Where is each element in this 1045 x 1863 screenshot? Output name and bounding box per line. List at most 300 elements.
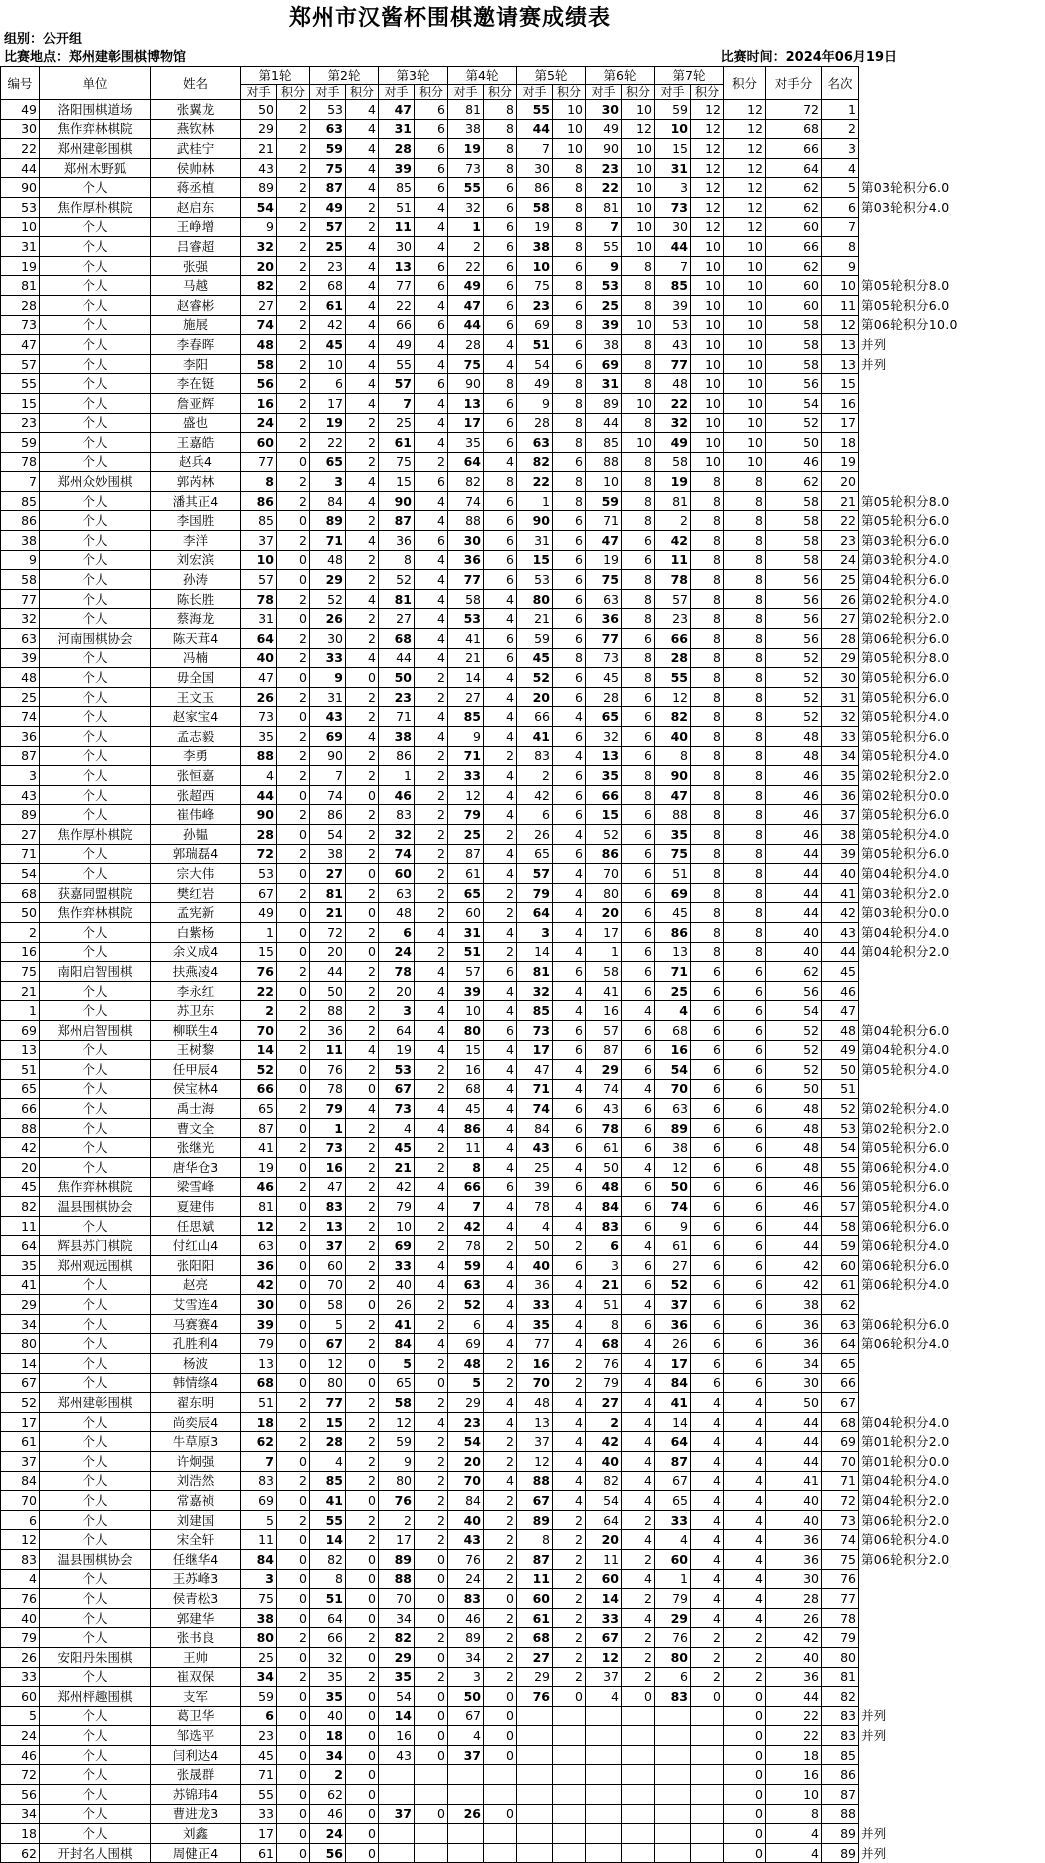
player-name: 周健正4 bbox=[151, 1843, 241, 1863]
round-7-opponent: 71 bbox=[655, 962, 691, 982]
round-7-points: 8 bbox=[691, 511, 724, 531]
round-7-points: 6 bbox=[691, 1099, 724, 1119]
round-7-opponent: 82 bbox=[655, 707, 691, 727]
round-5-points: 2 bbox=[553, 1549, 586, 1569]
round-6-opponent: 69 bbox=[586, 354, 622, 374]
round-4-points: 4 bbox=[484, 766, 517, 786]
round-4-points: 4 bbox=[484, 1001, 517, 1021]
round-2-opponent: 68 bbox=[310, 276, 346, 296]
total-score: 8 bbox=[724, 844, 766, 864]
round-7-opponent: 75 bbox=[655, 844, 691, 864]
rank: 7 bbox=[822, 217, 859, 237]
round-4-points: 2 bbox=[484, 1667, 517, 1687]
opponent-score: 44 bbox=[766, 903, 822, 923]
round-4-opponent: 5 bbox=[448, 1373, 484, 1393]
round-3-opponent: 31 bbox=[379, 119, 415, 139]
round-7-points bbox=[691, 1765, 724, 1785]
opponent-score: 54 bbox=[766, 393, 822, 413]
round-7-opponent: 45 bbox=[655, 903, 691, 923]
round-4-points: 4 bbox=[484, 609, 517, 629]
opponent-score: 56 bbox=[766, 609, 822, 629]
rank: 52 bbox=[822, 1099, 859, 1119]
round-4-points: 6 bbox=[484, 393, 517, 413]
round-2-points: 2 bbox=[346, 844, 379, 864]
round-3-points: 0 bbox=[415, 1804, 448, 1824]
round-7-points: 4 bbox=[691, 1491, 724, 1511]
round-6-opponent: 10 bbox=[586, 472, 622, 492]
round-6-opponent: 80 bbox=[586, 883, 622, 903]
round-4-opponent: 44 bbox=[448, 315, 484, 335]
round-2-opponent: 21 bbox=[310, 903, 346, 923]
round-7-opponent bbox=[655, 1765, 691, 1785]
opponent-score: 68 bbox=[766, 119, 822, 139]
round-1-opponent: 21 bbox=[241, 139, 277, 159]
round-2-opponent: 15 bbox=[310, 1412, 346, 1432]
player-no: 81 bbox=[1, 276, 40, 296]
round-5-opponent: 47 bbox=[517, 1060, 553, 1080]
round-3-opponent: 90 bbox=[379, 491, 415, 511]
round-6-opponent: 41 bbox=[586, 981, 622, 1001]
round-5-points: 4 bbox=[553, 1491, 586, 1511]
player-no: 53 bbox=[1, 197, 40, 217]
player-unit: 个人 bbox=[40, 589, 151, 609]
round-6-opponent: 54 bbox=[586, 1491, 622, 1511]
round-2-points: 2 bbox=[346, 1471, 379, 1491]
opponent-score: 44 bbox=[766, 1451, 822, 1471]
round-3-points: 2 bbox=[415, 1510, 448, 1530]
round-4-points: 2 bbox=[484, 903, 517, 923]
round-1-opponent: 46 bbox=[241, 1177, 277, 1197]
round-7-points: 8 bbox=[691, 550, 724, 570]
round-1-points: 2 bbox=[277, 178, 310, 198]
table-row bbox=[1, 1706, 984, 1726]
tiebreak-note bbox=[859, 256, 984, 276]
player-no: 6 bbox=[1, 1510, 40, 1530]
rank: 66 bbox=[822, 1373, 859, 1393]
round-2-points: 2 bbox=[346, 707, 379, 727]
round-2-points: 0 bbox=[346, 1354, 379, 1374]
round-1-opponent: 7 bbox=[241, 1451, 277, 1471]
round-5-opponent: 70 bbox=[517, 1373, 553, 1393]
round-1-opponent: 63 bbox=[241, 1236, 277, 1256]
round-7-points: 10 bbox=[691, 276, 724, 296]
tiebreak-note bbox=[859, 1373, 984, 1393]
round-7-points: 6 bbox=[691, 1354, 724, 1374]
round-4-points: 4 bbox=[484, 1314, 517, 1334]
round-4-opponent: 86 bbox=[448, 1118, 484, 1138]
round-1-opponent: 31 bbox=[241, 609, 277, 629]
header-opp-r2: 对手 bbox=[310, 85, 346, 100]
round-7-points: 4 bbox=[691, 1432, 724, 1452]
round-1-points: 2 bbox=[277, 648, 310, 668]
player-name: 马越 bbox=[151, 276, 241, 296]
round-5-opponent: 81 bbox=[517, 962, 553, 982]
round-7-points: 12 bbox=[691, 197, 724, 217]
player-name: 梁雪峰 bbox=[151, 1177, 241, 1197]
tiebreak-note: 第01轮积分0.0 bbox=[861, 1453, 950, 1469]
round-7-points: 6 bbox=[691, 1079, 724, 1099]
round-4-points: 4 bbox=[484, 1138, 517, 1158]
round-1-opponent: 67 bbox=[241, 883, 277, 903]
table-row bbox=[1, 1765, 984, 1785]
player-unit: 个人 bbox=[40, 687, 151, 707]
round-1-opponent: 89 bbox=[241, 178, 277, 198]
player-no: 31 bbox=[1, 237, 40, 257]
player-unit: 个人 bbox=[40, 1824, 151, 1844]
round-1-points: 2 bbox=[277, 727, 310, 747]
tiebreak-note: 第02轮积分2.0 bbox=[861, 1120, 950, 1136]
player-no: 3 bbox=[1, 766, 40, 786]
player-no: 4 bbox=[1, 1569, 40, 1589]
player-unit: 个人 bbox=[40, 1314, 151, 1334]
round-7-points: 8 bbox=[691, 824, 724, 844]
round-3-opponent: 88 bbox=[379, 1569, 415, 1589]
tiebreak-note bbox=[859, 1804, 984, 1824]
round-7-opponent bbox=[655, 1785, 691, 1805]
rank: 23 bbox=[822, 531, 859, 551]
tiebreak-note bbox=[859, 217, 984, 237]
round-6-points: 10 bbox=[622, 217, 655, 237]
round-6-opponent bbox=[586, 1804, 622, 1824]
rank: 89 bbox=[822, 1843, 859, 1863]
round-1-opponent: 11 bbox=[241, 1530, 277, 1550]
round-6-opponent: 36 bbox=[586, 609, 622, 629]
round-2-points: 2 bbox=[346, 1001, 379, 1021]
round-6-opponent: 83 bbox=[586, 1216, 622, 1236]
round-6-opponent: 78 bbox=[586, 1118, 622, 1138]
round-5-opponent: 51 bbox=[517, 335, 553, 355]
round-5-points: 6 bbox=[553, 1138, 586, 1158]
round-1-points: 0 bbox=[277, 1785, 310, 1805]
rank: 37 bbox=[822, 805, 859, 825]
round-2-opponent: 69 bbox=[310, 727, 346, 747]
round-3-points: 2 bbox=[415, 452, 448, 472]
round-6-opponent: 4 bbox=[586, 1687, 622, 1707]
player-unit: 个人 bbox=[40, 1040, 151, 1060]
round-6-opponent: 52 bbox=[586, 824, 622, 844]
round-2-opponent: 88 bbox=[310, 1001, 346, 1021]
round-3-points: 4 bbox=[415, 550, 448, 570]
round-7-points: 10 bbox=[691, 256, 724, 276]
round-5-points: 6 bbox=[553, 1020, 586, 1040]
round-2-points: 2 bbox=[346, 511, 379, 531]
table-row bbox=[1, 1275, 984, 1295]
rank: 42 bbox=[822, 903, 859, 923]
rank: 83 bbox=[822, 1706, 859, 1726]
opponent-score: 56 bbox=[766, 981, 822, 1001]
player-unit: 个人 bbox=[40, 315, 151, 335]
round-5-opponent: 40 bbox=[517, 1256, 553, 1276]
round-6-opponent: 38 bbox=[586, 335, 622, 355]
rank: 15 bbox=[822, 374, 859, 394]
round-5-opponent: 28 bbox=[517, 413, 553, 433]
round-1-points: 0 bbox=[277, 1608, 310, 1628]
total-score: 6 bbox=[724, 981, 766, 1001]
round-2-points: 4 bbox=[346, 178, 379, 198]
round-7-opponent: 84 bbox=[655, 1373, 691, 1393]
round-1-opponent: 80 bbox=[241, 1628, 277, 1648]
round-5-points: 6 bbox=[553, 256, 586, 276]
round-1-points: 2 bbox=[277, 217, 310, 237]
round-2-opponent: 86 bbox=[310, 805, 346, 825]
round-1-points: 0 bbox=[277, 1804, 310, 1824]
round-6-points: 4 bbox=[622, 1530, 655, 1550]
round-3-points: 6 bbox=[415, 472, 448, 492]
round-7-opponent: 23 bbox=[655, 609, 691, 629]
table-row bbox=[1, 433, 984, 453]
total-score: 0 bbox=[724, 1824, 766, 1844]
round-1-points: 2 bbox=[277, 1412, 310, 1432]
round-6-points: 6 bbox=[622, 1314, 655, 1334]
rank: 13 bbox=[822, 354, 859, 374]
round-4-points: 2 bbox=[484, 1451, 517, 1471]
round-6-opponent: 45 bbox=[586, 668, 622, 688]
round-2-points: 2 bbox=[346, 452, 379, 472]
round-4-points: 4 bbox=[484, 1216, 517, 1236]
rank: 4 bbox=[822, 158, 859, 178]
round-3-opponent: 79 bbox=[379, 1197, 415, 1217]
player-no: 39 bbox=[1, 648, 40, 668]
player-unit: 个人 bbox=[40, 844, 151, 864]
table-row bbox=[1, 1001, 984, 1021]
round-5-points: 8 bbox=[553, 315, 586, 335]
round-2-points: 4 bbox=[346, 315, 379, 335]
player-unit: 个人 bbox=[40, 648, 151, 668]
player-no: 16 bbox=[1, 942, 40, 962]
round-7-points bbox=[691, 1804, 724, 1824]
round-1-points: 0 bbox=[277, 1373, 310, 1393]
round-1-opponent: 8 bbox=[241, 472, 277, 492]
round-2-opponent: 58 bbox=[310, 1295, 346, 1315]
round-4-points bbox=[484, 1843, 517, 1863]
round-6-points: 6 bbox=[622, 824, 655, 844]
round-3-points: 6 bbox=[415, 139, 448, 159]
player-unit: 个人 bbox=[40, 1491, 151, 1511]
round-2-opponent: 20 bbox=[310, 942, 346, 962]
round-6-opponent: 22 bbox=[586, 178, 622, 198]
rank: 2 bbox=[822, 119, 859, 139]
round-1-points: 2 bbox=[277, 491, 310, 511]
round-2-points: 2 bbox=[346, 1314, 379, 1334]
player-unit: 个人 bbox=[40, 981, 151, 1001]
round-3-points: 2 bbox=[415, 746, 448, 766]
player-no: 12 bbox=[1, 1530, 40, 1550]
round-5-opponent: 52 bbox=[517, 668, 553, 688]
round-1-points: 2 bbox=[277, 805, 310, 825]
player-unit: 焦作弈林棋院 bbox=[40, 1177, 151, 1197]
player-name: 张超西 bbox=[151, 785, 241, 805]
tiebreak-note bbox=[859, 981, 984, 1001]
round-6-opponent: 47 bbox=[586, 531, 622, 551]
round-6-points: 4 bbox=[622, 1393, 655, 1413]
player-name: 尚奕辰4 bbox=[151, 1412, 241, 1432]
round-4-points: 4 bbox=[484, 727, 517, 747]
round-3-points bbox=[415, 1765, 448, 1785]
player-name: 宋全轩 bbox=[151, 1530, 241, 1550]
total-score: 6 bbox=[724, 1216, 766, 1236]
round-5-points bbox=[553, 1726, 586, 1746]
round-3-points: 4 bbox=[415, 491, 448, 511]
table-row bbox=[1, 668, 984, 688]
round-3-opponent: 19 bbox=[379, 1040, 415, 1060]
round-4-opponent: 47 bbox=[448, 295, 484, 315]
round-7-points: 6 bbox=[691, 1040, 724, 1060]
round-3-opponent: 21 bbox=[379, 1158, 415, 1178]
player-unit: 个人 bbox=[40, 1726, 151, 1746]
opponent-score: 48 bbox=[766, 1158, 822, 1178]
player-name: 张恒嘉 bbox=[151, 766, 241, 786]
total-score: 6 bbox=[724, 1060, 766, 1080]
total-score: 6 bbox=[724, 1177, 766, 1197]
round-4-points: 6 bbox=[484, 962, 517, 982]
round-3-points: 4 bbox=[415, 981, 448, 1001]
round-2-points: 2 bbox=[346, 1451, 379, 1471]
round-7-opponent: 32 bbox=[655, 413, 691, 433]
player-no: 78 bbox=[1, 452, 40, 472]
player-no: 36 bbox=[1, 727, 40, 747]
total-score: 6 bbox=[724, 1118, 766, 1138]
player-name: 王文玉 bbox=[151, 687, 241, 707]
table-row bbox=[1, 1099, 984, 1119]
player-no: 79 bbox=[1, 1628, 40, 1648]
tiebreak-note: 第05轮积分6.0 bbox=[861, 846, 950, 862]
total-score: 4 bbox=[724, 1608, 766, 1628]
total-score: 2 bbox=[724, 1628, 766, 1648]
round-4-opponent: 50 bbox=[448, 1687, 484, 1707]
tiebreak-note bbox=[859, 1079, 984, 1099]
round-1-opponent: 34 bbox=[241, 1667, 277, 1687]
round-3-opponent: 11 bbox=[379, 217, 415, 237]
total-score: 6 bbox=[724, 1099, 766, 1119]
round-4-opponent: 46 bbox=[448, 1608, 484, 1628]
opponent-score: 52 bbox=[766, 413, 822, 433]
round-2-points: 0 bbox=[346, 1549, 379, 1569]
player-unit: 个人 bbox=[40, 374, 151, 394]
round-2-points: 4 bbox=[346, 295, 379, 315]
table-row bbox=[1, 1785, 984, 1805]
round-3-opponent: 48 bbox=[379, 903, 415, 923]
tiebreak-note: 并列 bbox=[861, 356, 887, 372]
round-4-opponent: 34 bbox=[448, 1647, 484, 1667]
round-5-opponent: 77 bbox=[517, 1334, 553, 1354]
round-7-points: 10 bbox=[691, 335, 724, 355]
round-6-points: 8 bbox=[622, 491, 655, 511]
round-4-points: 0 bbox=[484, 1726, 517, 1746]
round-5-points: 2 bbox=[553, 1608, 586, 1628]
round-1-points: 2 bbox=[277, 1177, 310, 1197]
round-2-points: 0 bbox=[346, 1785, 379, 1805]
table-row bbox=[1, 1745, 984, 1765]
round-5-opponent: 45 bbox=[517, 648, 553, 668]
tiebreak-note bbox=[859, 1785, 984, 1805]
round-1-opponent: 10 bbox=[241, 550, 277, 570]
round-6-points: 6 bbox=[622, 727, 655, 747]
round-2-points: 2 bbox=[346, 1197, 379, 1217]
round-3-opponent: 36 bbox=[379, 531, 415, 551]
player-no: 56 bbox=[1, 1785, 40, 1805]
opponent-score: 22 bbox=[766, 1706, 822, 1726]
header-opp-r4: 对手 bbox=[448, 85, 484, 100]
round-2-points: 0 bbox=[346, 1491, 379, 1511]
round-5-opponent bbox=[517, 1843, 553, 1863]
round-2-points: 0 bbox=[346, 1726, 379, 1746]
round-7-points: 12 bbox=[691, 158, 724, 178]
player-no: 54 bbox=[1, 864, 40, 884]
header-opp-r1: 对手 bbox=[241, 85, 277, 100]
tiebreak-note: 第06轮积分4.0 bbox=[861, 1532, 950, 1548]
round-5-points: 4 bbox=[553, 1412, 586, 1432]
round-5-points: 6 bbox=[553, 687, 586, 707]
total-score: 8 bbox=[724, 629, 766, 649]
round-5-opponent: 42 bbox=[517, 785, 553, 805]
round-7-points: 8 bbox=[691, 472, 724, 492]
round-5-points: 6 bbox=[553, 1256, 586, 1276]
player-name: 蒋丞植 bbox=[151, 178, 241, 198]
round-4-points: 6 bbox=[484, 256, 517, 276]
round-6-points: 4 bbox=[622, 1471, 655, 1491]
table-row bbox=[1, 727, 984, 747]
round-1-points: 0 bbox=[277, 668, 310, 688]
round-7-points: 6 bbox=[691, 1001, 724, 1021]
group-label: 组别：公开组 bbox=[4, 32, 83, 47]
player-no: 55 bbox=[1, 374, 40, 394]
round-7-opponent: 69 bbox=[655, 883, 691, 903]
player-unit: 个人 bbox=[40, 1569, 151, 1589]
round-5-points: 6 bbox=[553, 727, 586, 747]
table-row bbox=[1, 1138, 984, 1158]
round-3-points: 6 bbox=[415, 315, 448, 335]
tiebreak-note: 第05轮积分8.0 bbox=[861, 650, 950, 666]
round-7-opponent: 57 bbox=[655, 589, 691, 609]
player-unit: 个人 bbox=[40, 727, 151, 747]
tiebreak-note: 第04轮积分2.0 bbox=[861, 1492, 950, 1508]
tiebreak-note bbox=[859, 1647, 984, 1667]
round-2-opponent: 17 bbox=[310, 393, 346, 413]
round-6-points: 4 bbox=[622, 1432, 655, 1452]
total-score: 4 bbox=[724, 1491, 766, 1511]
player-name: 李国胜 bbox=[151, 511, 241, 531]
round-5-opponent: 37 bbox=[517, 1432, 553, 1452]
round-6-opponent: 44 bbox=[586, 413, 622, 433]
rank: 28 bbox=[822, 629, 859, 649]
header-round-4: 第4轮 bbox=[448, 67, 517, 85]
round-2-opponent: 64 bbox=[310, 1608, 346, 1628]
total-score: 6 bbox=[724, 1197, 766, 1217]
round-1-points: 2 bbox=[277, 139, 310, 159]
round-2-opponent: 13 bbox=[310, 1216, 346, 1236]
round-3-points: 4 bbox=[415, 1020, 448, 1040]
round-6-opponent bbox=[586, 1843, 622, 1863]
player-name: 禹士海 bbox=[151, 1099, 241, 1119]
round-7-points: 6 bbox=[691, 1158, 724, 1178]
round-2-opponent: 35 bbox=[310, 1667, 346, 1687]
round-2-opponent: 65 bbox=[310, 452, 346, 472]
player-unit: 个人 bbox=[40, 1785, 151, 1805]
round-1-points: 2 bbox=[277, 1432, 310, 1452]
round-5-points: 4 bbox=[553, 1001, 586, 1021]
round-5-opponent: 67 bbox=[517, 1491, 553, 1511]
round-2-opponent: 57 bbox=[310, 217, 346, 237]
round-7-points: 12 bbox=[691, 217, 724, 237]
rank: 8 bbox=[822, 237, 859, 257]
rank: 19 bbox=[822, 452, 859, 472]
round-1-points: 2 bbox=[277, 883, 310, 903]
round-3-opponent: 70 bbox=[379, 1589, 415, 1609]
table-row bbox=[1, 1079, 984, 1099]
round-1-points: 2 bbox=[277, 962, 310, 982]
total-score: 8 bbox=[724, 824, 766, 844]
round-6-opponent: 82 bbox=[586, 1471, 622, 1491]
